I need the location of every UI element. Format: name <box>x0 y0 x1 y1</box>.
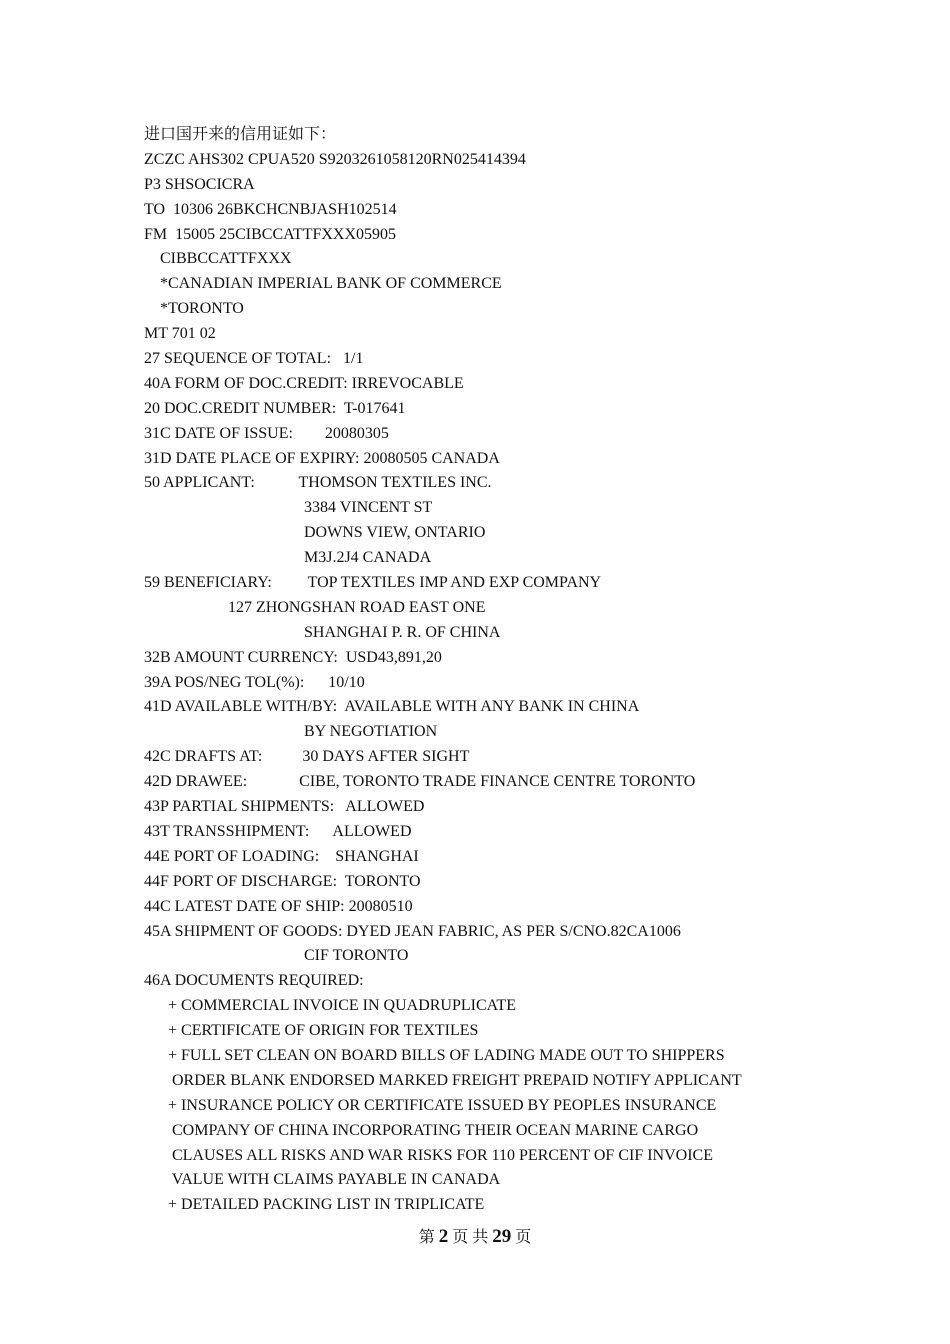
document-line: 39A POS/NEG TOL(%): 10/10 <box>144 673 365 691</box>
document-line: 27 SEQUENCE OF TOTAL: 1/1 <box>144 350 364 368</box>
document-line: P3 SHSOCICRA <box>144 175 255 193</box>
document-line: 50 APPLICANT: THOMSON TEXTILES INC. <box>144 474 492 492</box>
document-line: CIF TORONTO <box>144 947 409 965</box>
page-footer <box>0 1225 950 1250</box>
document-line: M3J.2J4 CANADA <box>144 549 432 567</box>
document-line: ORDER BLANK ENDORSED MARKED FREIGHT PREPAID NOTIFY APPLICANT <box>144 1071 742 1089</box>
current-page-number: 2 <box>438 1226 449 1247</box>
document-line: TO 10306 26BKCHCNBJASH102514 <box>144 200 397 218</box>
document-line: 20 DOC.CREDIT NUMBER: T-017641 <box>144 399 406 417</box>
document-line: + INSURANCE POLICY OR CERTIFICATE ISSUED BY PEOPLES INSURANCE <box>144 1096 717 1114</box>
document-line: 41D AVAILABLE WITH/BY: AVAILABLE WITH ANY BANK IN CHINA <box>144 698 640 716</box>
document-line: CIBBCCATTFXXX <box>144 250 292 268</box>
footer-suffix: 页 <box>515 1229 532 1246</box>
document-line: 44E PORT OF LOADING: SHANGHAI <box>144 847 419 865</box>
document-line: 40A FORM OF DOC.CREDIT: IRREVOCABLE <box>144 374 464 392</box>
document-line: CLAUSES ALL RISKS AND WAR RISKS FOR 110 PERCENT OF CIF INVOICE <box>144 1146 713 1164</box>
document-line: 32B AMOUNT CURRENCY: USD43,891,20 <box>144 648 442 666</box>
document-line: + COMMERCIAL INVOICE IN QUADRUPLICATE <box>144 997 516 1015</box>
document-line: 3384 VINCENT ST <box>144 499 433 517</box>
document-line: FM 15005 25CIBCCATTFXXX05905 <box>144 225 397 243</box>
document-line: + FULL SET CLEAN ON BOARD BILLS OF LADING MADE OUT TO SHIPPERS <box>144 1046 725 1064</box>
footer-middle: 页 共 <box>452 1229 489 1246</box>
document-line: + DETAILED PACKING LIST IN TRIPLICATE <box>144 1196 485 1214</box>
document-line: 44C LATEST DATE OF SHIP: 20080510 <box>144 897 413 915</box>
document-line: 43T TRANSSHIPMENT: ALLOWED <box>144 822 412 840</box>
document-line: 进口国开来的信用证如下： <box>144 126 337 143</box>
document-line: MT 701 02 <box>144 325 216 343</box>
document-line: 59 BENEFICIARY: TOP TEXTILES IMP AND EXP COMPANY <box>144 574 602 592</box>
document-line: DOWNS VIEW, ONTARIO <box>144 524 486 542</box>
document-line: *TORONTO <box>144 300 244 318</box>
document-line: 42D DRAWEE: CIBE, TORONTO TRADE FINANCE CENTRE TORONTO <box>144 773 696 791</box>
total-pages-number: 29 <box>492 1226 512 1247</box>
document-line: 127 ZHONGSHAN ROAD EAST ONE <box>144 598 486 616</box>
document-line: COMPANY OF CHINA INCORPORATING THEIR OCEAN MARINE CARGO <box>144 1121 699 1139</box>
document-line: 43P PARTIAL SHIPMENTS: ALLOWED <box>144 798 425 816</box>
document-line: 45A SHIPMENT OF GOODS: DYED JEAN FABRIC, AS PER S/CNO.82CA1006 <box>144 922 681 940</box>
document-line: BY NEGOTIATION <box>144 723 438 741</box>
document-line: VALUE WITH CLAIMS PAYABLE IN CANADA <box>144 1171 501 1189</box>
document-line: 31C DATE OF ISSUE: 20080305 <box>144 424 389 442</box>
footer-prefix: 第 <box>418 1229 435 1246</box>
document-line: 46A DOCUMENTS REQUIRED: <box>144 972 364 990</box>
document-line: *CANADIAN IMPERIAL BANK OF COMMERCE <box>144 275 502 293</box>
document-line: ZCZC AHS302 CPUA520 S9203261058120RN025414394 <box>144 150 526 168</box>
document-line: 44F PORT OF DISCHARGE: TORONTO <box>144 872 421 890</box>
document-line: 31D DATE PLACE OF EXPIRY: 20080505 CANADA <box>144 449 500 467</box>
document-line: + CERTIFICATE OF ORIGIN FOR TEXTILES <box>144 1022 479 1040</box>
document-line: SHANGHAI P. R. OF CHINA <box>144 623 501 641</box>
document-body <box>144 123 864 1218</box>
document-line: 42C DRAFTS AT: 30 DAYS AFTER SIGHT <box>144 748 470 766</box>
